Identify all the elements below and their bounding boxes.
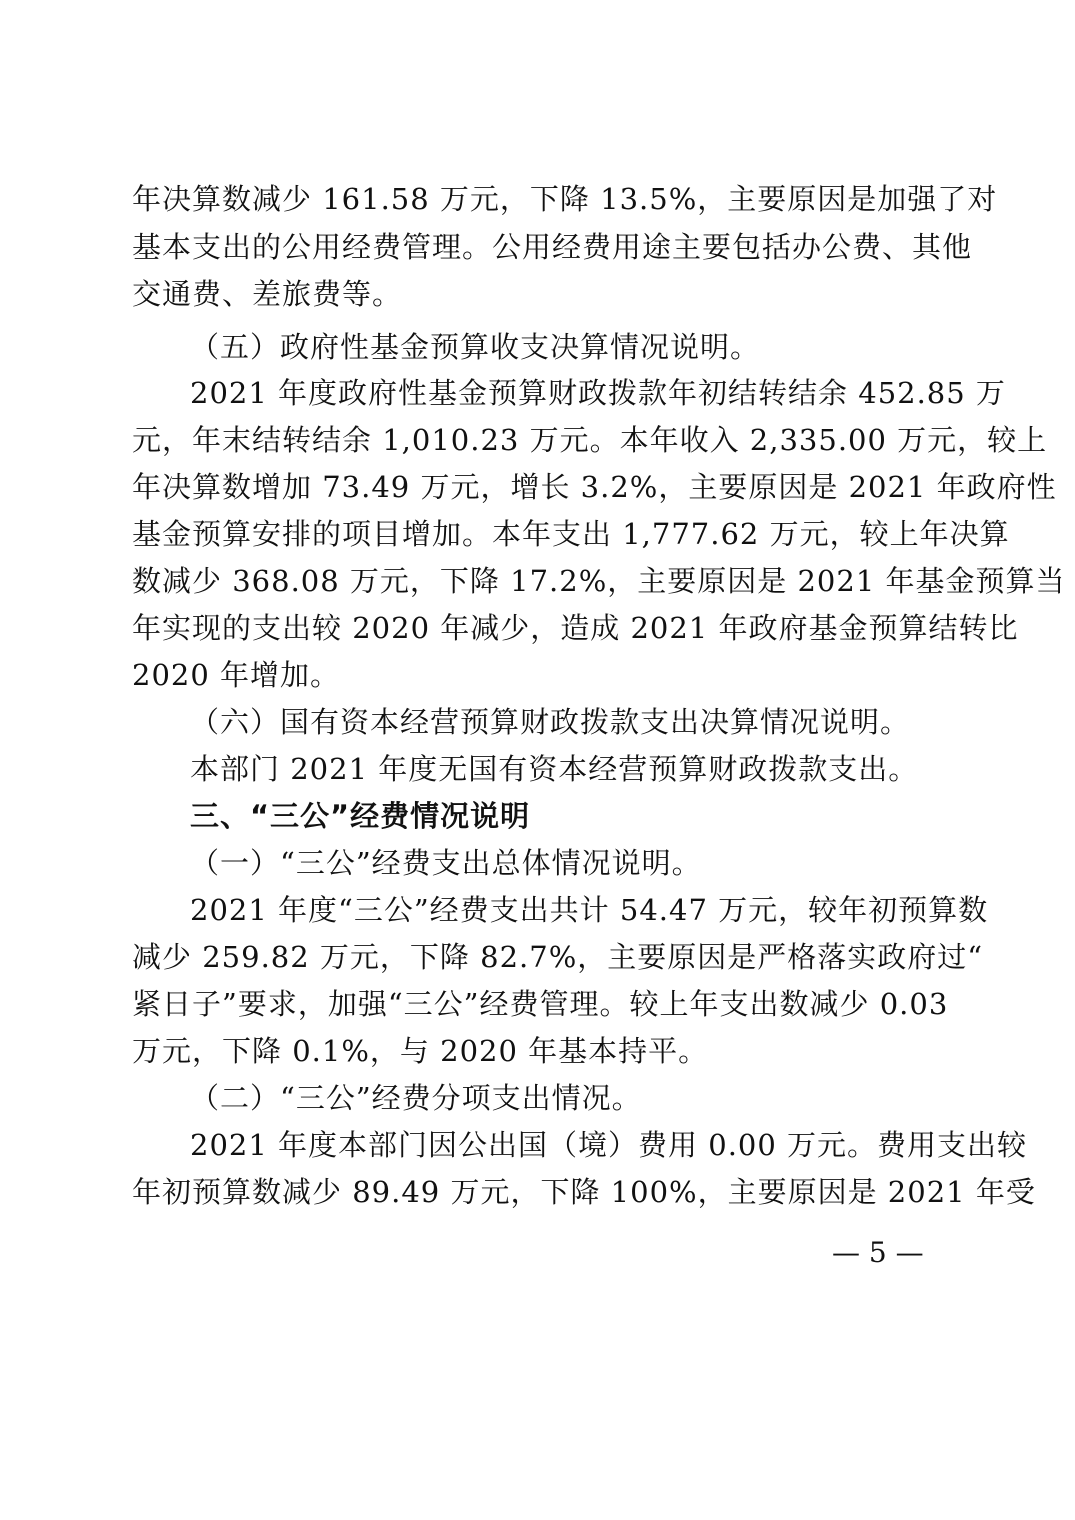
paragraph-line: 年决算数减少 161.58 万元，下降 13.5%，主要原因是加强了对 (132, 182, 998, 216)
paragraph-line: 元，年末结转结余 1,010.23 万元。本年收入 2,335.00 万元，较上 (132, 423, 1048, 457)
section-heading-six: （六）国有资本经营预算财政拨款支出决算情况说明。 (190, 705, 911, 739)
page-number: — 5 — (832, 1236, 924, 1269)
section-heading-one: （一）“三公”经费支出总体情况说明。 (190, 846, 702, 880)
paragraph-line: 2021 年度“三公”经费支出共计 54.47 万元，较年初预算数 (190, 893, 989, 927)
paragraph-line: 紧日子”要求，加强“三公”经费管理。较上年支出数减少 0.03 (132, 987, 949, 1021)
paragraph-line: 年实现的支出较 2020 年减少，造成 2021 年政府基金预算结转比 (132, 611, 1019, 645)
paragraph-line: 基本支出的公用经费管理。公用经费用途主要包括办公费、其他 (132, 230, 973, 264)
paragraph-line: 2020 年增加。 (132, 658, 341, 692)
paragraph-line: 年决算数增加 73.49 万元，增长 3.2%，主要原因是 2021 年政府性 (132, 470, 1057, 504)
paragraph-line: 2021 年度政府性基金预算财政拨款年初结转结余 452.85 万 (190, 376, 1006, 410)
chapter-heading-three-public: 三、“三公”经费情况说明 (190, 799, 531, 833)
paragraph-line: 基金预算安排的项目增加。本年支出 1,777.62 万元，较上年决算 (132, 517, 1010, 551)
paragraph-line: 万元，下降 0.1%，与 2020 年基本持平。 (132, 1034, 709, 1068)
section-heading-five: （五）政府性基金预算收支决算情况说明。 (190, 330, 761, 364)
paragraph-line: 2021 年度本部门因公出国（境）费用 0.00 万元。费用支出较 (190, 1128, 1028, 1162)
paragraph-line: 本部门 2021 年度无国有资本经营预算财政拨款支出。 (190, 752, 919, 786)
paragraph-line: 数减少 368.08 万元，下降 17.2%，主要原因是 2021 年基金预算当 (132, 564, 1066, 598)
paragraph-line: 减少 259.82 万元，下降 82.7%，主要原因是严格落实政府过“ (132, 940, 984, 974)
section-heading-two: （二）“三公”经费分项支出情况。 (190, 1081, 642, 1115)
paragraph-line: 交通费、差旅费等。 (132, 277, 403, 311)
paragraph-line: 年初预算数减少 89.49 万元，下降 100%，主要原因是 2021 年受 (132, 1175, 1036, 1209)
